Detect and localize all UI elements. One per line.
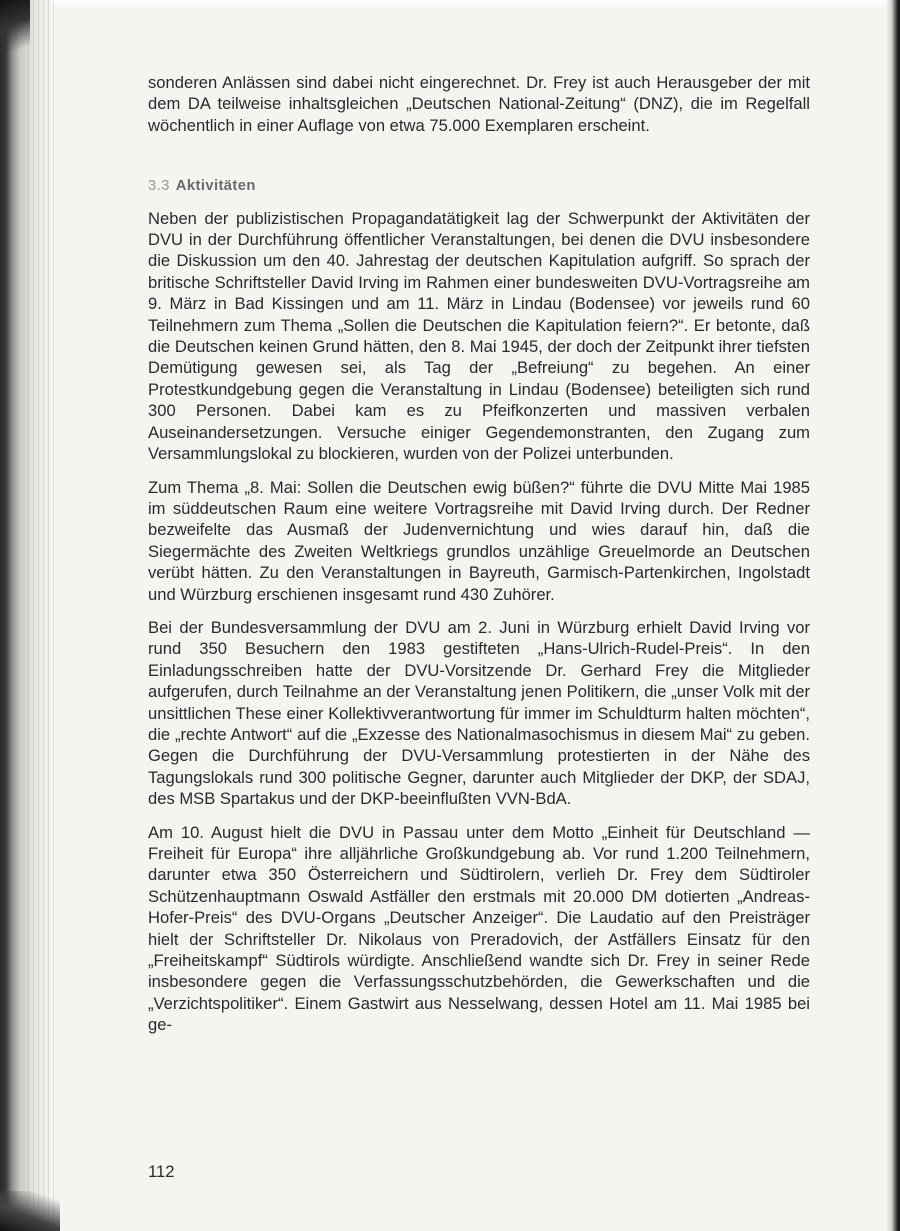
- paragraph-2: Zum Thema „8. Mai: Sollen die Deutschen ewig büßen?“ führte die DVU Mitte Mai 1985 im süddeutschen Raum eine weitere Vortragsreihe mit David Irving durch. Der Redner bezweifelte das Ausmaß der Judenvernichtung und wies darauf hin, daß die Siegermächte des Zweiten Weltkriegs grundlos unzählige Greuelmorde an Deutschen verübt hätten. Zu den Veranstaltungen in Bayreuth, Garmisch-Partenkirchen, Ingolstadt und Würzburg erschienen insgesamt rund 430 Zuhörer.: [148, 477, 810, 604]
- page-right-edge: [886, 0, 900, 1231]
- section-title: Aktivitäten: [175, 178, 256, 195]
- paragraph-1: Neben der publizistischen Propagandatätigkeit lag der Schwerpunkt der Aktivitäten der DVU in der Durchführung öffentlicher Veranstaltungen, bei denen die DVU insbesondere die Diskussion um den 40. Jahrestag der deutschen Kapitulation aufgriff. So sprach der britische Schriftsteller David Irving im Rahmen einer bundesweiten DVU-Vortragsreihe am 9. März in Bad Kissingen und am 11. März in Lindau (Bodensee) vor jeweils rund 60 Teilnehmern zum Thema „Sollen die Deutschen die Kapitulation feiern?“. Er betonte, daß die Deutschen keinen Grund hätten, den 8. Mai 1945, der doch der Zeitpunkt ihrer tiefsten Demütigung gewesen sei, als Tag der „Befreiung“ zu begehen. An einer Protestkundgebung gegen die Veranstaltung in Lindau (Bodensee) beteiligten sich rund 300 Personen. Dabei kam es zu Pfeifkonzerten und massiven verbalen Auseinandersetzungen. Versuche einiger Gegendemonstranten, den Zugang zum Versammlungslokal zu blockieren, wurden von der Polizei unterbunden.: [148, 208, 810, 464]
- section-heading: [148, 176, 810, 197]
- paragraph-4: Am 10. August hielt die DVU in Passau unter dem Motto „Einheit für Deutschland — Freiheit für Europa“ ihre alljährliche Großkundgebung ab. Vor rund 1.200 Teilnehmern, darunter etwa 350 Österreichern und Südtirolern, verlieh Dr. Frey dem Südtiroler Schützenhauptmann Oswald Astfäller den erstmals mit 20.000 DM dotierten „Andreas-Hofer-Preis“ des DVU-Organs „Deutscher Anzeiger“. Die Laudatio auf den Preisträger hielt der Schriftsteller Dr. Nikolaus von Preradovich, der Astfällers Einsatz für den „Freiheitskampf“ Südtirols würdigte. Anschließend wandte sich Dr. Frey in seiner Rede insbesondere gegen die Verfassungsschutzbehörden, die Gewerkschaften und die „Verzichtspolitiker“. Einem Gastwirt aus Nesselwang, dessen Hotel am 11. Mai 1985 bei ge-: [148, 822, 810, 1035]
- dark-corner-top-left: [0, 0, 30, 60]
- page-text-block: [148, 72, 810, 1048]
- page-top-edge: [0, 0, 900, 10]
- paragraph-3: Bei der Bundesversammlung der DVU am 2. Juni in Würzburg erhielt David Irving vor rund 350 Besuchern den 1983 gestifteten „Hans-Ulrich-Rudel-Preis“. In den Einladungsschreiben hatte der DVU-Vorsitzende Dr. Gerhard Frey die Mitglieder aufgerufen, durch Teilnahme an der Veranstaltung jenen Politikern, die „unser Volk mit der unsittlichen These einer Kollektivverantwortung für immer im Schuldturm halten möchten“, die „rechte Antwort“ auf die „Exzesse des Nationalmasochismus in diesem Mai“ zu geben. Gegen die Durchführung der DVU-Versammlung protestierten in der Nähe des Tagungslokals rund 300 politische Gegner, darunter auch Mitglieder der DKP, der SDAJ, des MSB Spartakus und der DKP-beeinflußten VVN-BdA.: [148, 617, 810, 809]
- section-number: 3.3: [148, 178, 170, 195]
- page-number: 112: [148, 1162, 175, 1181]
- dark-corner-bottom-left: [0, 1191, 60, 1231]
- intro-paragraph: sonderen Anlässen sind dabei nicht eingerechnet. Dr. Frey ist auch Herausgeber der mit dem DA teilweise inhaltsgleichen „Deutschen National-Zeitung“ (DNZ), die im Regelfall wöchentlich in einer Auflage von etwa 75.000 Exemplaren erscheint.: [148, 73, 810, 135]
- binding-page-edges: [28, 0, 58, 1231]
